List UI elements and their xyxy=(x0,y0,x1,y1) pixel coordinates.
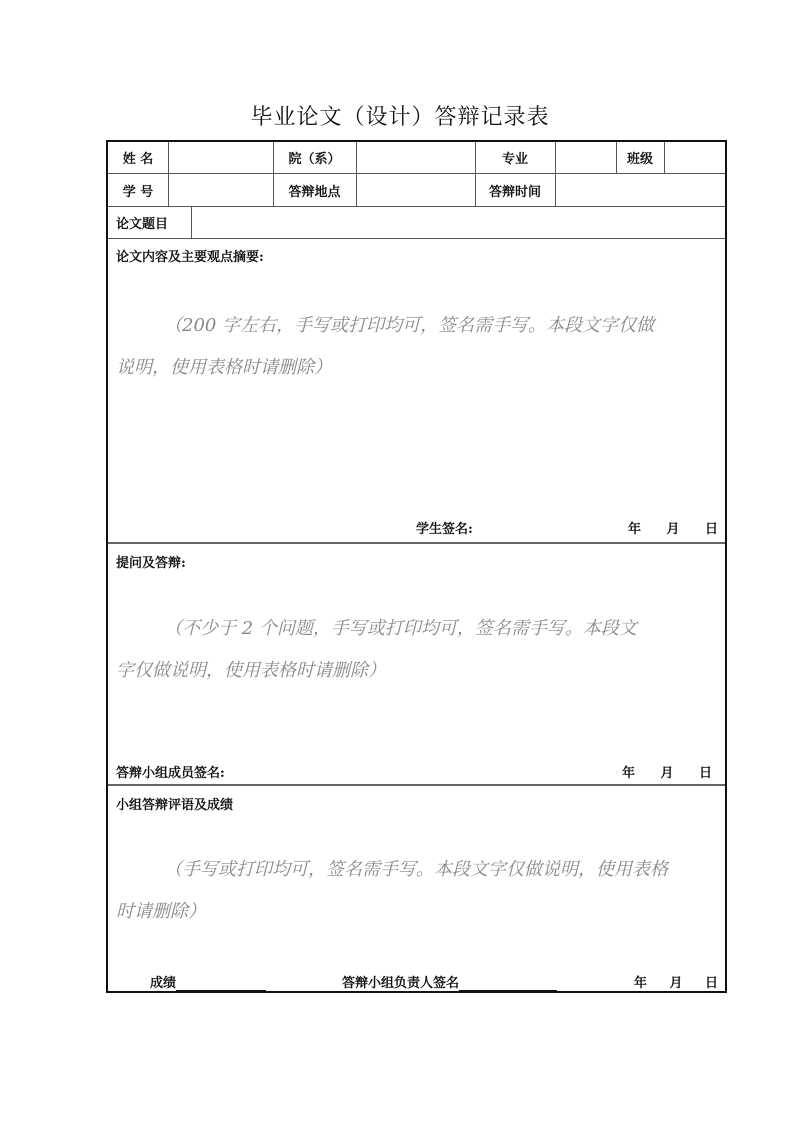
evaluation-heading: 小组答辩评语及成绩 xyxy=(116,798,234,813)
day-label: 日 xyxy=(704,522,718,537)
abstract-date xyxy=(628,518,718,537)
section-divider xyxy=(108,784,725,786)
student-id-label: 学 号 xyxy=(122,184,154,200)
abstract-hint[interactable] xyxy=(116,305,717,389)
evaluation-hint[interactable] xyxy=(116,849,717,933)
day-label: 日 xyxy=(704,976,718,991)
month-label: 月 xyxy=(669,976,683,991)
grade-row xyxy=(150,972,266,991)
name-field[interactable] xyxy=(169,142,273,173)
class-label: 班级 xyxy=(626,152,653,167)
qa-hint-line-1: （不少于 2 个问题，手写或打印均可，签名需手写。本段文 xyxy=(164,618,637,639)
year-label: 年 xyxy=(622,766,636,781)
abstract-hint-line-1: （200 字左右，手写或打印均可，签名需手写。本段文字仅做 xyxy=(164,315,655,336)
evaluation-hint-line-1: （手写或打印均可，签名需手写。本段文字仅做说明，使用表格 xyxy=(164,859,668,880)
leader-signature-row xyxy=(342,972,557,991)
department-label: 院（系） xyxy=(288,152,341,167)
defense-time-label: 答辩时间 xyxy=(488,184,541,200)
abstract-heading: 论文内容及主要观点摘要: xyxy=(116,250,264,265)
defense-time-field[interactable] xyxy=(556,174,725,206)
qa-date xyxy=(622,762,712,781)
section-divider xyxy=(108,542,725,544)
student-signature-label: 学生签名: xyxy=(416,522,473,537)
grade-field[interactable] xyxy=(176,978,266,991)
qa-hint-line-2: 字仅做说明，使用表格时请删除） xyxy=(116,660,386,681)
defense-place-label: 答辩地点 xyxy=(288,184,341,200)
row-divider xyxy=(108,238,725,239)
student-id-field[interactable] xyxy=(169,174,273,206)
leader-signature-field[interactable] xyxy=(459,978,557,991)
grade-label: 成绩 xyxy=(150,976,177,991)
month-label: 月 xyxy=(666,522,680,537)
defense-record-table xyxy=(106,140,727,993)
thesis-title-field[interactable] xyxy=(192,207,725,238)
year-label: 年 xyxy=(628,522,642,537)
name-label: 姓 名 xyxy=(122,152,154,167)
class-field[interactable] xyxy=(665,142,725,173)
day-label: 日 xyxy=(698,766,712,781)
year-label: 年 xyxy=(634,976,648,991)
month-label: 月 xyxy=(660,766,674,781)
evaluation-date xyxy=(634,972,718,991)
leader-signature-label: 答辩小组负责人签名 xyxy=(342,976,460,991)
major-field[interactable] xyxy=(556,142,616,173)
major-label: 专业 xyxy=(501,152,528,167)
defense-place-field[interactable] xyxy=(357,174,475,206)
page-title: 毕业论文（设计）答辩记录表 xyxy=(250,105,550,130)
department-field[interactable] xyxy=(357,142,475,173)
qa-heading: 提问及答辩: xyxy=(116,556,186,571)
panel-signature-label: 答辩小组成员签名: xyxy=(116,766,225,781)
evaluation-hint-line-2: 时请删除） xyxy=(116,901,206,922)
qa-hint[interactable] xyxy=(116,608,717,692)
abstract-hint-line-2: 说明，使用表格时请删除） xyxy=(116,357,332,378)
thesis-title-label: 论文题目 xyxy=(116,217,169,232)
